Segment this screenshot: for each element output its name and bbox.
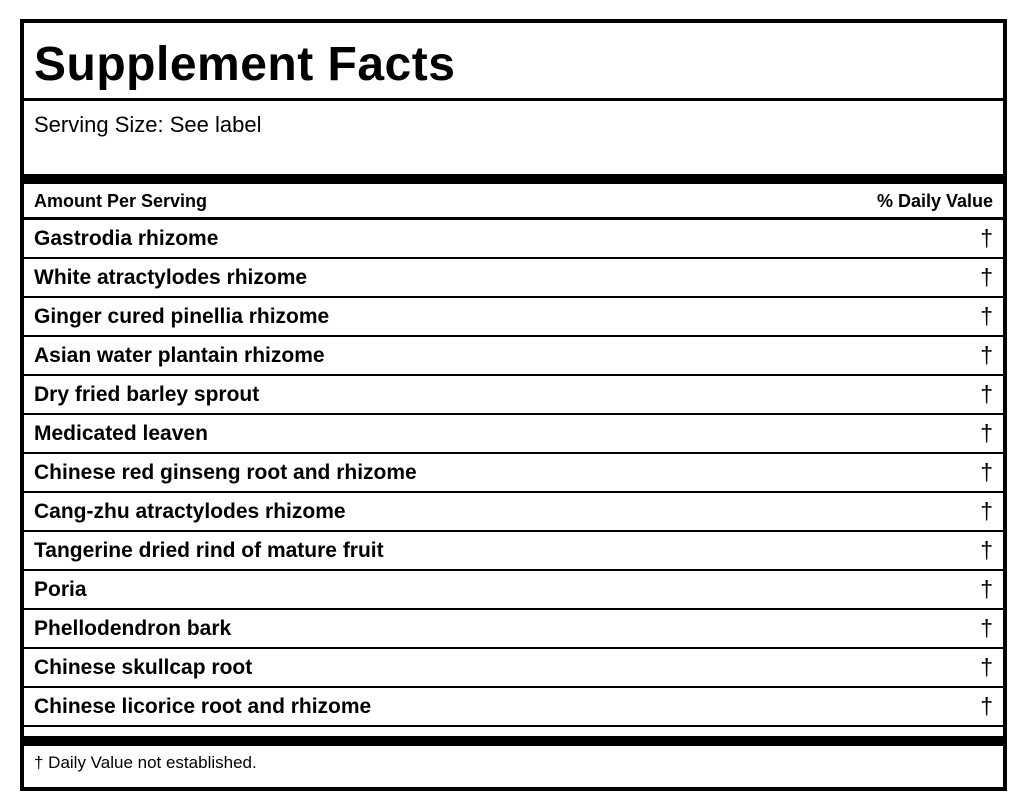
ingredient-name: Dry fried barley sprout [34, 383, 260, 406]
ingredient-name: Tangerine dried rind of mature fruit [34, 539, 384, 562]
ingredient-row [24, 298, 1003, 337]
daily-value-dagger: † [980, 264, 993, 290]
ingredient-row [24, 649, 1003, 688]
footnote: † Daily Value not established. [34, 753, 257, 772]
thick-divider [24, 174, 1003, 184]
daily-value-dagger: † [980, 459, 993, 485]
ingredient-name: Chinese skullcap root [34, 656, 253, 679]
ingredient-row [24, 454, 1003, 493]
ingredient-row [24, 532, 1003, 571]
daily-value-dagger: † [980, 576, 993, 602]
ingredient-row [24, 493, 1003, 532]
ingredient-row [24, 688, 1003, 727]
serving-size: Serving Size: See label [34, 112, 262, 137]
ingredient-name: Phellodendron bark [34, 617, 232, 640]
ingredient-row [24, 571, 1003, 610]
daily-value-dagger: † [980, 303, 993, 329]
daily-value-header: % Daily Value [876, 191, 993, 211]
amount-per-serving-header: Amount Per Serving [34, 191, 208, 211]
title-bar [24, 23, 1003, 101]
ingredient-name: Cang-zhu atractylodes rhizome [34, 500, 346, 523]
ingredient-name: Poria [34, 578, 87, 601]
daily-value-dagger: † [980, 225, 993, 251]
daily-value-dagger: † [980, 537, 993, 563]
label-title: Supplement Facts [34, 38, 456, 91]
daily-value-dagger: † [980, 381, 993, 407]
ingredient-row [24, 337, 1003, 376]
ingredient-name: Medicated leaven [34, 422, 208, 445]
supplement-facts-label [20, 19, 1007, 791]
ingredient-row [24, 220, 1003, 259]
daily-value-dagger: † [980, 498, 993, 524]
ingredient-row [24, 415, 1003, 454]
ingredient-row [24, 259, 1003, 298]
daily-value-dagger: † [980, 693, 993, 719]
ingredient-name: Chinese licorice root and rhizome [34, 695, 372, 718]
ingredient-row [24, 610, 1003, 649]
ingredient-name: Gastrodia rhizome [34, 227, 219, 250]
column-header-row [24, 184, 1003, 220]
bottom-thick-divider [24, 736, 1003, 746]
ingredient-name: White atractylodes rhizome [34, 266, 308, 289]
ingredient-list [24, 220, 1003, 727]
ingredient-name: Chinese red ginseng root and rhizome [34, 461, 417, 484]
daily-value-dagger: † [980, 615, 993, 641]
daily-value-dagger: † [980, 654, 993, 680]
daily-value-dagger: † [980, 420, 993, 446]
ingredient-name: Ginger cured pinellia rhizome [34, 305, 330, 328]
serving-size-section [24, 101, 1003, 174]
ingredient-row [24, 376, 1003, 415]
ingredient-name: Asian water plantain rhizome [34, 344, 325, 367]
daily-value-dagger: † [980, 342, 993, 368]
footnote-section [24, 746, 1003, 782]
